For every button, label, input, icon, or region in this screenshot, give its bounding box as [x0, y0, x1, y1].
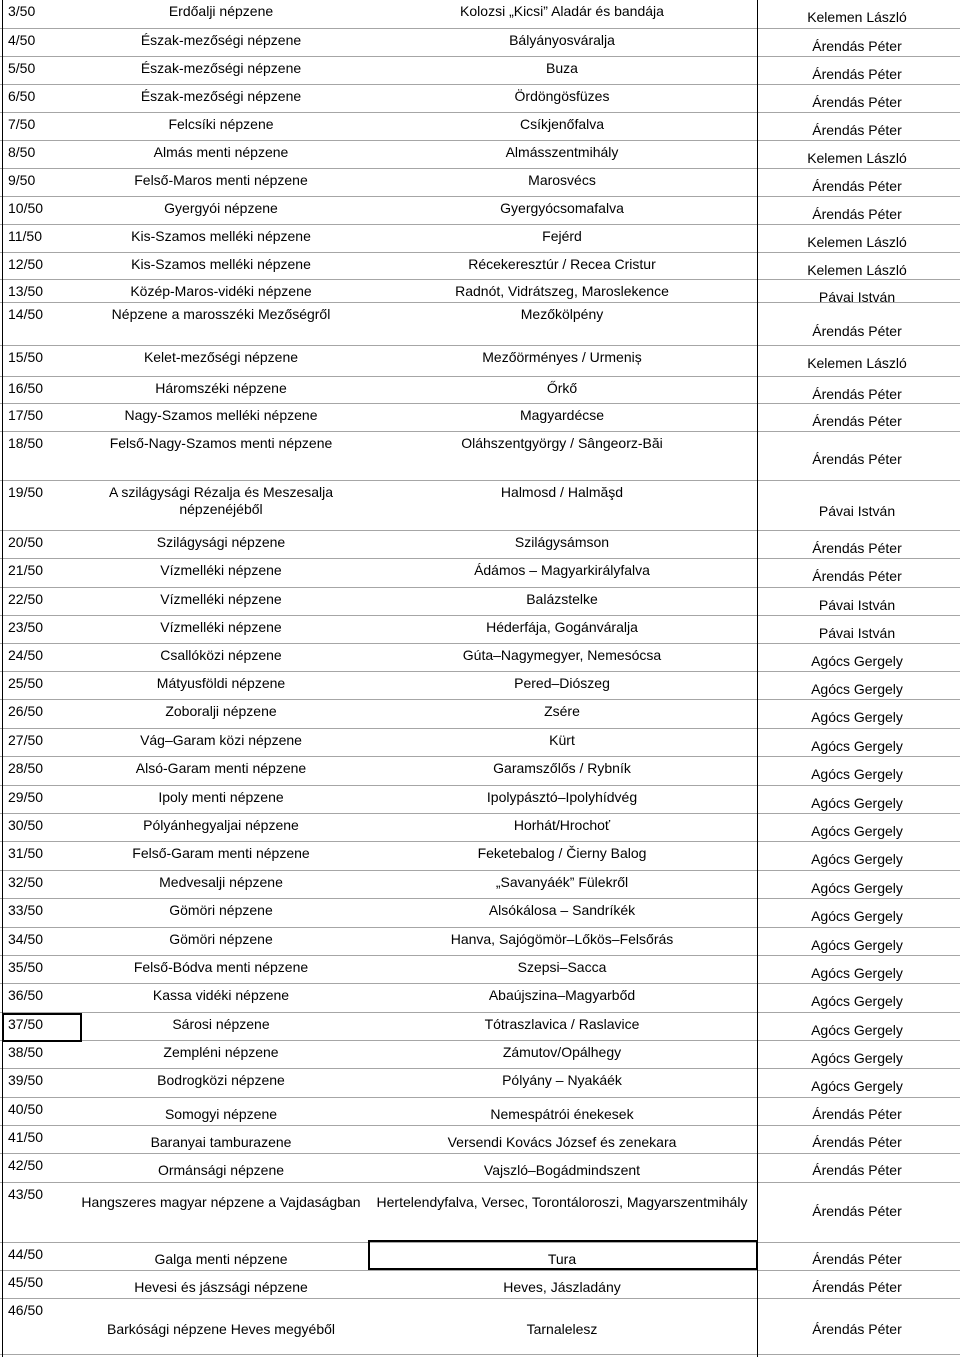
table-row: [0, 871, 960, 899]
catalog-number: 8/50: [8, 144, 36, 160]
table-row: [0, 588, 960, 616]
catalog-number: 36/50: [8, 987, 44, 1003]
album-title: Galga menti népzene: [154, 1251, 288, 1267]
table-row: [0, 928, 960, 956]
collector-name: Árendás Péter: [812, 122, 902, 138]
table-row: [0, 197, 960, 225]
table-row: [0, 141, 960, 169]
catalog-number: 24/50: [8, 647, 44, 663]
collector-name: Agócs Gergely: [811, 681, 903, 697]
album-title: A szilágysági Rézalja és Meszesalja népzenéjéből: [108, 484, 334, 517]
catalog-number: 39/50: [8, 1072, 44, 1088]
catalog-number: 29/50: [8, 789, 44, 805]
catalog-number: 44/50: [8, 1246, 44, 1262]
table-row: [0, 1013, 960, 1041]
recording-place: Hertelendyfalva, Versec, Torontáloroszi, Magyarszentmihály: [376, 1194, 748, 1210]
table-row: [0, 404, 960, 432]
recording-place: Buza: [546, 60, 578, 76]
album-title: Kelet-mezőségi népzene: [143, 349, 299, 365]
album-title: Alsó-Garam menti népzene: [135, 760, 307, 776]
collector-name: Kelemen László: [807, 234, 907, 250]
album-title: Nagy-Szamos melléki népzene: [124, 407, 318, 423]
album-title: Gömöri népzene: [169, 931, 273, 947]
catalog-number: 23/50: [8, 619, 44, 635]
recording-place: Mezőkölpény: [520, 306, 604, 322]
collector-name: Agócs Gergely: [811, 965, 903, 981]
recording-place: Horhát/Hrochoť: [513, 817, 611, 833]
table-row: [0, 531, 960, 559]
album-title: Baranyai tamburazene: [150, 1134, 292, 1150]
album-title: Almás menti népzene: [153, 144, 289, 160]
table-row: [0, 169, 960, 197]
album-title: Kis-Szamos melléki népzene: [131, 256, 311, 272]
catalog-number: 20/50: [8, 534, 44, 550]
album-title: Barkósági népzene Heves megyéből: [106, 1321, 336, 1337]
table-row: [0, 432, 960, 481]
catalog-number: 21/50: [8, 562, 44, 578]
album-title: Vízmelléki népzene: [160, 562, 282, 578]
recording-place: Szilágysámson: [514, 534, 610, 550]
collector-name: Kelemen László: [807, 262, 907, 278]
catalog-number: 3/50: [8, 3, 36, 19]
collector-name: Agócs Gergely: [811, 908, 903, 924]
collector-name: Pávai István: [818, 597, 896, 613]
table-row: [0, 842, 960, 871]
album-title: Szilágysági népzene: [156, 534, 286, 550]
recording-place: Csíkjenőfalva: [519, 116, 605, 132]
collector-name: Árendás Péter: [812, 323, 902, 339]
table-row: [0, 1271, 960, 1299]
collector-name: Pávai István: [818, 625, 896, 641]
recording-place: „Savanyáék” Fülekről: [495, 874, 629, 890]
collector-name: Árendás Péter: [812, 1203, 902, 1219]
catalog-number: 34/50: [8, 931, 44, 947]
album-title: Sárosi népzene: [172, 1016, 270, 1032]
collector-name: Árendás Péter: [812, 568, 902, 584]
recording-place: Oláhszentgyörgy / Sângeorz-Băi: [461, 435, 663, 451]
collector-name: Pávai István: [818, 503, 896, 519]
table-row: [0, 113, 960, 141]
table-row: [0, 346, 960, 377]
table-row: [0, 1126, 960, 1154]
table-row: [0, 700, 960, 729]
recording-place: Gyergyócsomafalva: [500, 200, 624, 216]
collector-name: Kelemen László: [807, 355, 907, 371]
table-row: [0, 786, 960, 814]
collector-name: Kelemen László: [807, 150, 907, 166]
album-title: Ormánsági népzene: [157, 1162, 285, 1178]
album-title: Felső-Garam menti népzene: [132, 845, 310, 861]
table-row: [0, 616, 960, 644]
collector-name: Agócs Gergely: [811, 709, 903, 725]
collector-name: Agócs Gergely: [811, 1050, 903, 1066]
catalog-number: 12/50: [8, 256, 44, 272]
catalog-number: 13/50: [8, 283, 44, 299]
catalog-number: 5/50: [8, 60, 36, 76]
recording-place: Almásszentmihály: [505, 144, 619, 160]
table-row: [0, 956, 960, 984]
collector-name: Árendás Péter: [812, 206, 902, 222]
album-title: Észak-mezőségi népzene: [140, 32, 302, 48]
catalog-number: 19/50: [8, 484, 44, 500]
collector-name: Agócs Gergely: [811, 795, 903, 811]
table-row: [0, 225, 960, 253]
recording-place: Héderfája, Gogánváralja: [486, 619, 638, 635]
catalog-number: 18/50: [8, 435, 44, 451]
recording-place: Alsókálosa – Sandríkék: [488, 902, 636, 918]
collector-name: Agócs Gergely: [811, 880, 903, 896]
album-title: Kis-Szamos melléki népzene: [131, 228, 311, 244]
catalog-number: 41/50: [8, 1129, 44, 1145]
recording-place: Bályányosváralja: [509, 32, 615, 48]
recording-place: Garamszőlős / Rybník: [493, 760, 631, 776]
table-row: [0, 253, 960, 280]
catalog-number: 16/50: [8, 380, 44, 396]
recording-place: Zámutov/Opálhegy: [502, 1044, 622, 1060]
recording-place: Hanva, Sajógömör–Lőkös–Felsőrás: [450, 931, 674, 947]
catalog-number: 7/50: [8, 116, 36, 132]
catalog-number: 4/50: [8, 32, 36, 48]
album-title: Csallóközi népzene: [160, 647, 282, 663]
catalog-number: 10/50: [8, 200, 44, 216]
catalog-number: 46/50: [8, 1302, 44, 1318]
table-row: [0, 0, 960, 29]
recording-place: Nemespátrói énekesek: [490, 1106, 634, 1122]
recording-place: Tura: [547, 1251, 577, 1267]
catalog-number: 30/50: [8, 817, 44, 833]
collector-name: Árendás Péter: [812, 66, 902, 82]
catalog-number: 38/50: [8, 1044, 44, 1060]
album-title: Medvesalji népzene: [159, 874, 283, 890]
album-title: Zempléni népzene: [163, 1044, 279, 1060]
catalog-number: 28/50: [8, 760, 44, 776]
album-title: Pólyánhegyaljai népzene: [143, 817, 299, 833]
recording-place: Tótraszlavica / Raslavice: [484, 1016, 640, 1032]
recording-place: Őrkő: [546, 380, 578, 396]
table-row: [0, 481, 960, 531]
recording-place: Mezőörményes / Urmeniș: [482, 349, 642, 365]
album-title: Vízmelléki népzene: [160, 619, 282, 635]
recording-place: Abaújszina–Magyarbőd: [488, 987, 636, 1003]
album-title: Zoboralji népzene: [165, 703, 277, 719]
recording-place: Feketebalog / Čierny Balog: [477, 845, 647, 861]
table-row: [0, 899, 960, 928]
catalog-number: 9/50: [8, 172, 36, 188]
collector-name: Árendás Péter: [812, 38, 902, 54]
collector-name: Agócs Gergely: [811, 1078, 903, 1094]
table-row: [0, 984, 960, 1013]
table-row: [0, 57, 960, 85]
collector-name: Árendás Péter: [812, 451, 902, 467]
album-title: Vág–Garam közi népzene: [140, 732, 302, 748]
catalog-number: 26/50: [8, 703, 44, 719]
collector-name: Agócs Gergely: [811, 937, 903, 953]
album-title: Népzene a marosszéki Mezőségről: [111, 306, 331, 322]
table-row: [0, 672, 960, 700]
recording-place: Fejérd: [542, 228, 582, 244]
album-title: Somogyi népzene: [164, 1106, 278, 1122]
collector-name: Árendás Péter: [812, 1279, 902, 1295]
catalog-number: 32/50: [8, 874, 44, 890]
recording-place: Halmosd / Halmăşd: [500, 484, 624, 500]
collector-name: Kelemen László: [807, 9, 907, 25]
recording-place: Kolozsi „Kicsi” Aladár és bandája: [460, 3, 664, 19]
album-title: Bodrogközi népzene: [157, 1072, 285, 1088]
table-row: [0, 644, 960, 672]
recording-place: Pered–Diószeg: [514, 675, 610, 691]
collector-name: Árendás Péter: [812, 540, 902, 556]
table-row: [0, 814, 960, 842]
catalog-number: 27/50: [8, 732, 44, 748]
table-row: [0, 1299, 960, 1355]
catalog-number: 6/50: [8, 88, 36, 104]
table-row: [0, 1243, 960, 1271]
collector-name: Pávai István: [818, 289, 896, 305]
album-title: Hangszeres magyar népzene a Vajdaságban: [81, 1194, 361, 1210]
table-row: [0, 559, 960, 588]
album-title: Vízmelléki népzene: [160, 591, 282, 607]
table-row: [0, 757, 960, 786]
catalog-number: 33/50: [8, 902, 44, 918]
album-title: Kassa vidéki népzene: [152, 987, 290, 1003]
album-title: Észak-mezőségi népzene: [140, 88, 302, 104]
album-title: Felső-Maros menti népzene: [134, 172, 308, 188]
album-title: Hevesi és jászsági népzene: [134, 1279, 308, 1295]
table-row: [0, 1154, 960, 1183]
album-title: Gömöri népzene: [169, 902, 273, 918]
catalog-number: 31/50: [8, 845, 44, 861]
recording-place: Balázstelke: [526, 591, 598, 607]
recording-place: Ipolypásztó–Ipolyhídvég: [486, 789, 638, 805]
table-row: [0, 1041, 960, 1069]
catalog-number: 42/50: [8, 1157, 44, 1173]
table-row: [0, 29, 960, 57]
catalog-number: 22/50: [8, 591, 44, 607]
collector-name: Agócs Gergely: [811, 993, 903, 1009]
catalog-number: 37/50: [8, 1016, 44, 1032]
catalog-number: 43/50: [8, 1186, 44, 1202]
collector-name: Agócs Gergely: [811, 823, 903, 839]
table-row: [0, 1183, 960, 1243]
recording-place: Versendi Kovács József és zenekara: [447, 1134, 677, 1150]
collector-name: Agócs Gergely: [811, 738, 903, 754]
table-row: [0, 85, 960, 113]
collector-name: Árendás Péter: [812, 413, 902, 429]
recording-place: Radnót, Vidrátszeg, Maroslekence: [455, 283, 669, 299]
album-title: Felső-Bódva menti népzene: [133, 959, 309, 975]
collector-name: Agócs Gergely: [811, 1022, 903, 1038]
table-row: [0, 377, 960, 404]
collector-name: Agócs Gergely: [811, 653, 903, 669]
album-title: Felső-Nagy-Szamos menti népzene: [109, 435, 333, 451]
catalog-number: 17/50: [8, 407, 44, 423]
recording-place: Kürt: [549, 732, 575, 748]
recording-place: Pólyány – Nyakáék: [502, 1072, 622, 1088]
album-title: Erdőalji népzene: [168, 3, 274, 19]
album-title: Felcsíki népzene: [168, 116, 274, 132]
recording-place: Récekeresztúr / Recea Cristur: [468, 256, 656, 272]
table-row: [0, 729, 960, 757]
album-title: Észak-mezőségi népzene: [140, 60, 302, 76]
collector-name: Árendás Péter: [812, 1251, 902, 1267]
catalog-number: 11/50: [8, 228, 42, 244]
recording-place: Marosvécs: [528, 172, 596, 188]
catalog-number: 15/50: [8, 349, 44, 365]
recording-place: Tarnalelesz: [526, 1321, 598, 1337]
album-title: Ipoly menti népzene: [158, 789, 284, 805]
album-title: Gyergyói népzene: [164, 200, 278, 216]
catalog-number: 14/50: [8, 306, 44, 322]
collector-name: Árendás Péter: [812, 1106, 902, 1122]
catalog-number: 45/50: [8, 1274, 44, 1290]
collector-name: Árendás Péter: [812, 386, 902, 402]
collector-name: Árendás Péter: [812, 1134, 902, 1150]
collector-name: Árendás Péter: [812, 178, 902, 194]
table-row: [0, 1069, 960, 1098]
recording-place: Heves, Jászladány: [503, 1279, 621, 1295]
album-title: Háromszéki népzene: [155, 380, 287, 396]
collector-name: Agócs Gergely: [811, 851, 903, 867]
table-row: [0, 280, 960, 303]
recording-place: Ördöngösfüzes: [514, 88, 610, 104]
collector-name: Agócs Gergely: [811, 766, 903, 782]
table-row: [0, 303, 960, 346]
collector-name: Árendás Péter: [812, 1321, 902, 1337]
recording-place: Ádámos – Magyarkirályfalva: [474, 562, 650, 578]
recording-place: Magyardécse: [519, 407, 605, 423]
recording-place: Zsére: [544, 703, 580, 719]
collector-name: Árendás Péter: [812, 1162, 902, 1178]
catalog-number: 25/50: [8, 675, 44, 691]
album-title: Mátyusföldi népzene: [156, 675, 286, 691]
table-row: [0, 1098, 960, 1126]
album-title: Közép-Maros-vidéki népzene: [130, 283, 312, 299]
recording-place: Szepsi–Sacca: [517, 959, 607, 975]
collector-name: Árendás Péter: [812, 94, 902, 110]
catalog-number: 40/50: [8, 1101, 44, 1117]
catalog-number: 35/50: [8, 959, 44, 975]
recording-place: Vajszló–Bogádmindszent: [483, 1162, 641, 1178]
recording-place: Gúta–Nagymegyer, Nemesócsa: [462, 647, 662, 663]
